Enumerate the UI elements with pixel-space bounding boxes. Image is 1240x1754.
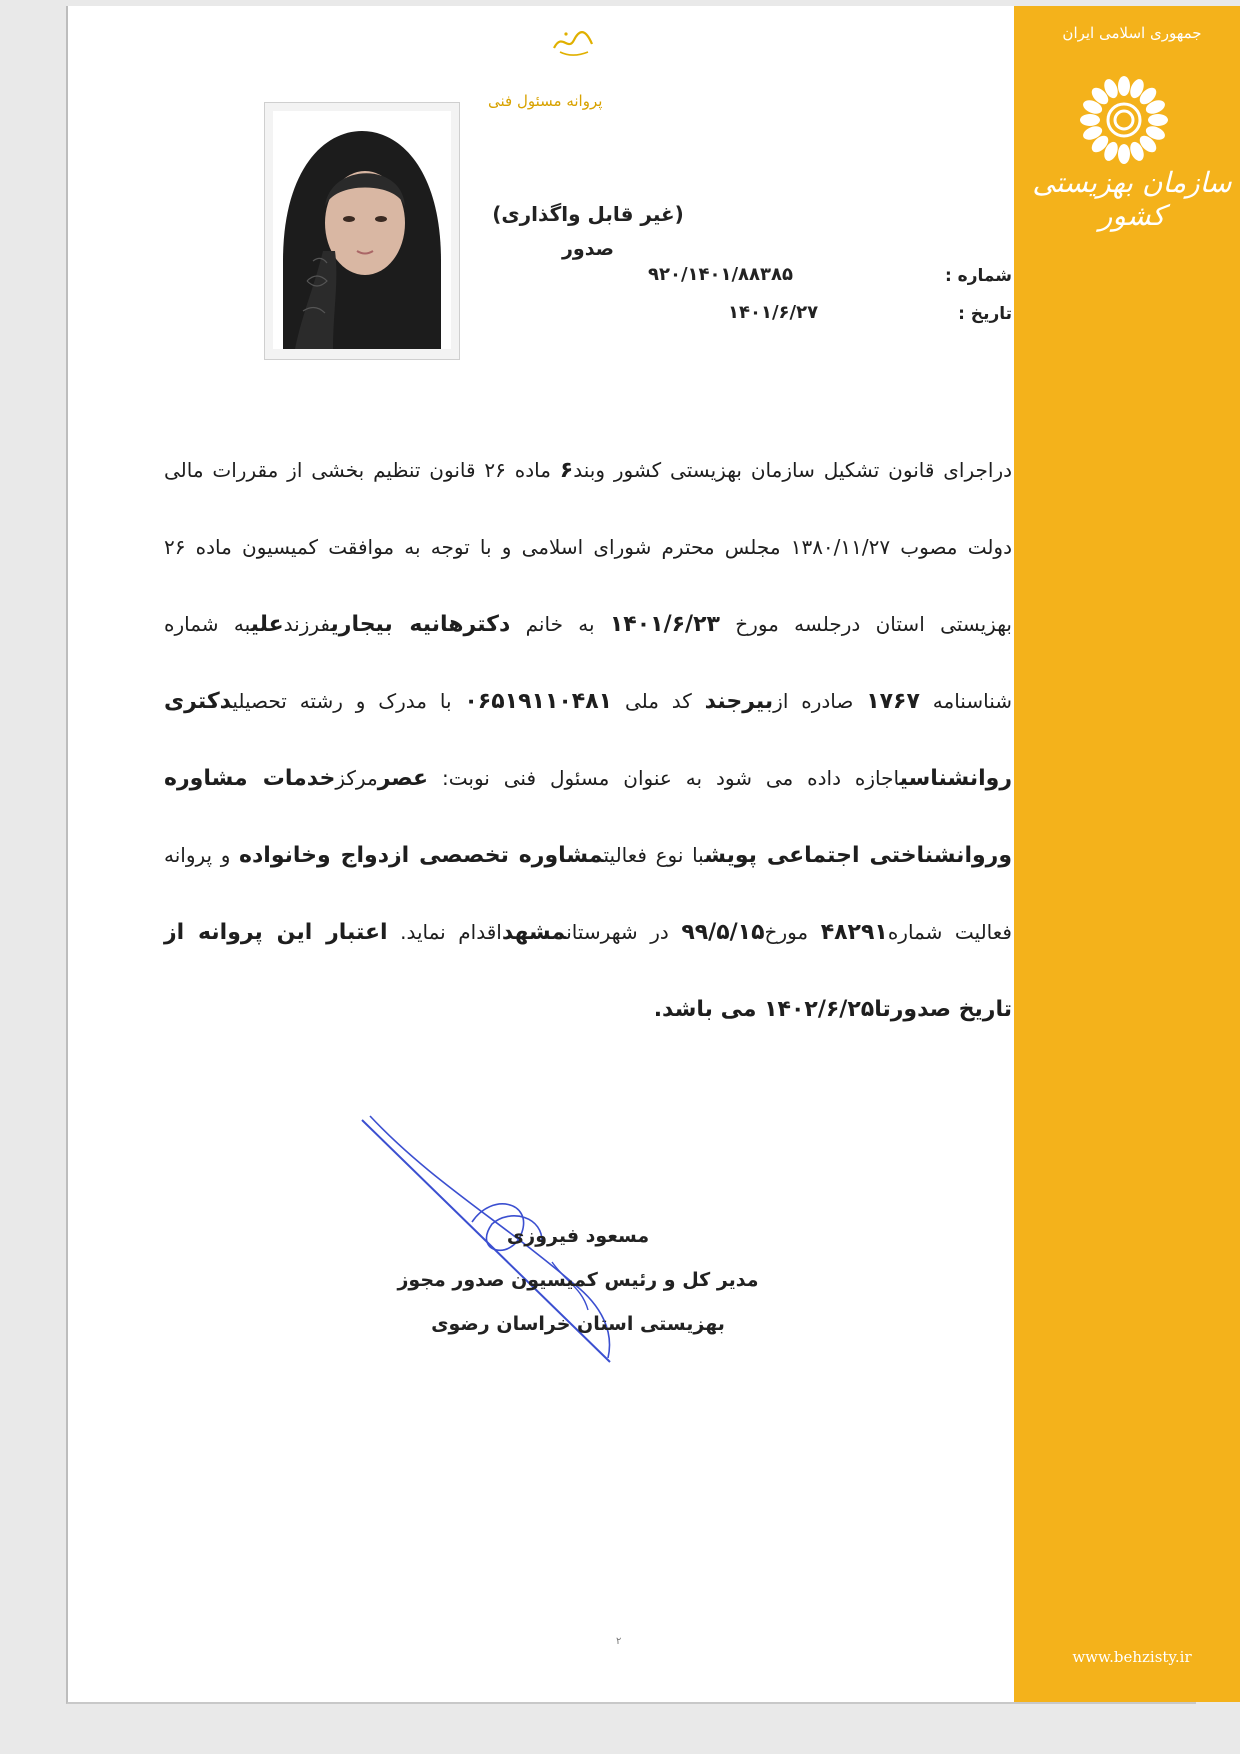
body-text: کد ملی xyxy=(612,689,705,713)
activity-license-date: ۹۹/۵/۱۵ xyxy=(681,920,765,945)
body-text: دراجرای قانون تشکیل سازمان بهزیستی کشور وبند xyxy=(573,458,1013,482)
body-text: صادره از xyxy=(773,689,867,713)
organization-name: سازمان بهزیستی کشور xyxy=(1032,166,1232,232)
signatory-title: مدیر کل و رئیس کمیسیون صدور مجوز xyxy=(397,1269,759,1291)
logo-petal xyxy=(1080,114,1100,126)
portrait-icon xyxy=(273,111,451,349)
number-label: شماره : xyxy=(944,266,1012,286)
date-label: تاریخ : xyxy=(958,304,1012,324)
website-link[interactable]: www.behzisty.ir xyxy=(1072,1648,1192,1666)
signatory-name: مسعود فیروزی xyxy=(506,1225,650,1247)
id-number: ۱۷۶۷ xyxy=(866,689,920,714)
logo-petal xyxy=(1148,114,1168,126)
country-label: جمهوری اسلامی ایران xyxy=(1062,24,1202,42)
logo-petal xyxy=(1118,76,1130,96)
expiry-date: ۱۴۰۲/۶/۲۵ xyxy=(764,997,875,1022)
holder-photo xyxy=(264,102,460,360)
issuance-label: صدور xyxy=(561,238,615,260)
date-value: ۱۴۰۱/۶/۲۷ xyxy=(728,302,819,323)
validity-end: می باشد. xyxy=(653,997,765,1022)
page-mark: ۲ xyxy=(616,1636,622,1647)
national-code: ۰۶۵۱۹۱۱۰۴۸۱ xyxy=(464,689,613,714)
body-highlight: ۱۴۰۱/۶/۲۳ xyxy=(609,612,720,637)
behzisti-logo-icon xyxy=(1072,68,1176,172)
center-name: خدمات مشاوره وروانشناختی اجتماعی پویش xyxy=(164,766,1012,868)
signatory-block xyxy=(368,1214,788,1346)
seal-mark-icon xyxy=(548,22,598,62)
body-text: فرزند xyxy=(283,612,331,636)
license-type-title: پروانه مسئول فنی xyxy=(488,92,603,110)
degree-field: دکتری روانشناسی xyxy=(164,689,1013,791)
body-text: با مدرک و رشته تحصیلی xyxy=(232,689,465,713)
validity-statement: اعتبار این پروانه از تاریخ صدورتا xyxy=(164,920,1012,1022)
number-value: ۹۲۰/۱۴۰۱/۸۸۳۸۵ xyxy=(648,264,793,285)
activity-license-number: ۴۸۲۹۱ xyxy=(820,920,888,945)
body-text: به خانم xyxy=(510,612,610,636)
non-transferable-note: (غیر قابل واگذاری) xyxy=(492,202,684,226)
organization-band xyxy=(1014,6,1240,1702)
city: مشهد xyxy=(501,920,567,945)
body-highlight: ۶ xyxy=(559,458,574,483)
signatory-office: بهزیستی استان خراسان رضوی xyxy=(431,1313,725,1335)
logo-petal xyxy=(1118,144,1130,164)
body-text: و پروانه فعالیت شماره xyxy=(164,843,1012,944)
body-text: مرکز xyxy=(335,766,378,790)
license-document xyxy=(66,6,1232,1704)
body-text: ماده ۲۶ قانون تنظیم بخشی از مقررات مالی دولت مصوب ۱۳۸۰/۱۱/۲۷ مجلس محترم شورای اسلامی و با توجه به موافقت کمیسیون ماده ۲۶ بهزیستی استان درجلسه مورخ xyxy=(164,458,1012,636)
body-text: در شهرستان xyxy=(566,920,682,944)
body-text: به شماره شناسنامه xyxy=(164,612,1012,713)
issue-place: بیرجند xyxy=(704,689,774,714)
body-text: مورخ xyxy=(764,920,821,944)
body-text: با نوع فعالیت xyxy=(603,843,705,867)
father-name: علی xyxy=(250,612,284,637)
body-text: اجازه داده می شود به عنوان مسئول فنی نوبت: xyxy=(428,766,900,790)
body-text: اقدام نماید. xyxy=(387,920,502,944)
activity-type: مشاوره تخصصی ازدواج وخانواده xyxy=(239,843,604,868)
holder-name: دکترهانیه بیجاری xyxy=(330,612,511,637)
license-body xyxy=(164,432,1012,1048)
shift: عصر xyxy=(377,766,429,791)
